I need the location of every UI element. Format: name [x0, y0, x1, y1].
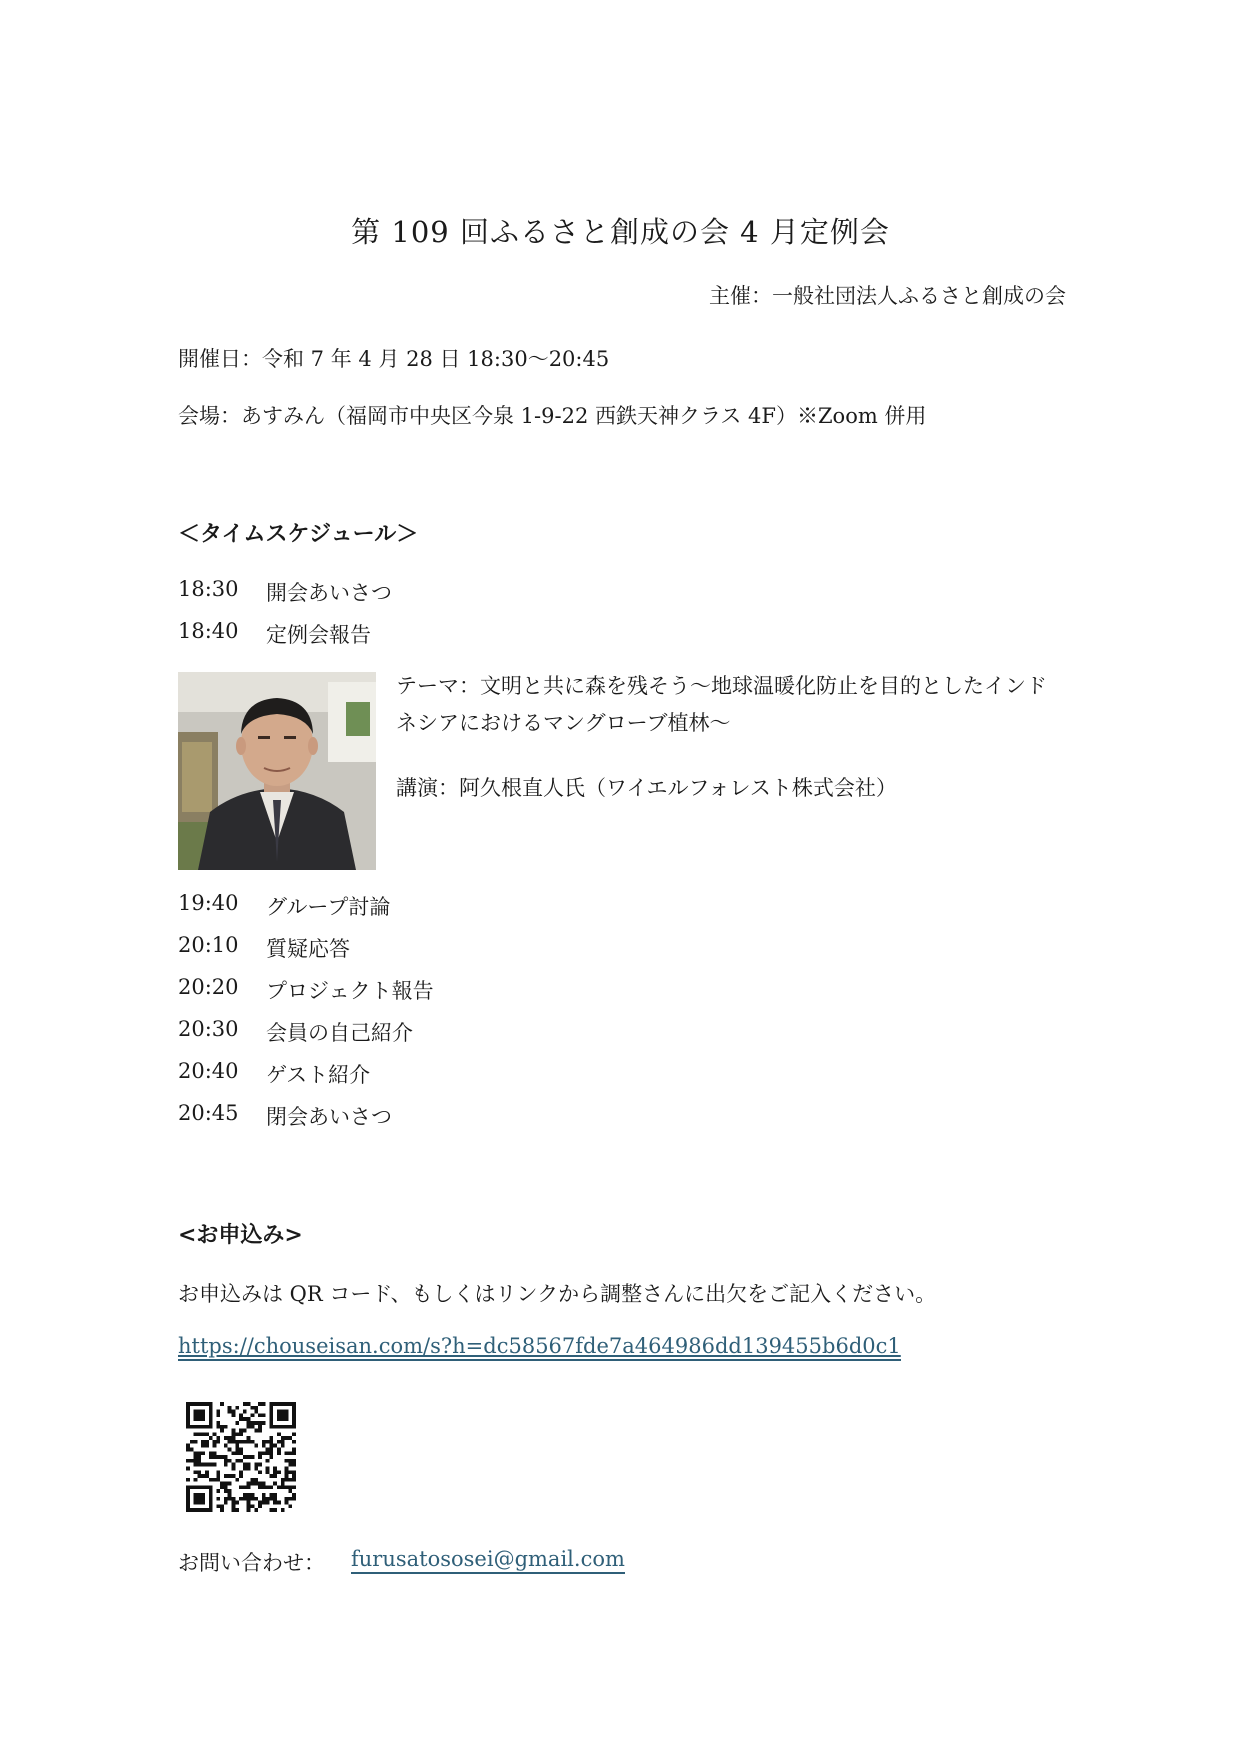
application-link[interactable]: https://chouseisan.com/s?h=dc58567fde7a464986dd139455b6d0c1	[178, 1334, 901, 1361]
qr-code[interactable]	[186, 1402, 296, 1512]
talk-theme: テーマ：文明と共に森を残そう〜地球温暖化防止を目的としたインドネシアにおけるマングローブ植林〜	[396, 674, 1047, 735]
schedule-label: 質疑応答	[266, 937, 350, 961]
talk-speaker: 講演：阿久根直人氏（ワイエルフォレスト株式会社）	[396, 776, 897, 800]
schedule-time: 18:40	[178, 619, 239, 643]
contact-label: お問い合わせ：	[178, 1551, 325, 1575]
schedule-label: 開会あいさつ	[266, 581, 392, 605]
schedule-time: 20:45	[178, 1101, 239, 1125]
schedule-row	[178, 933, 350, 963]
organizer: 主催：一般社団法人ふるさと創成の会	[709, 284, 1066, 308]
schedule-time: 19:40	[178, 891, 239, 915]
schedule-time: 18:30	[178, 577, 239, 601]
schedule-label: ゲスト紹介	[266, 1063, 371, 1087]
schedule-row	[178, 975, 434, 1005]
schedule-row	[178, 1059, 370, 1089]
schedule-label: 会員の自己紹介	[266, 1021, 413, 1045]
application-instruction: お申込みは QR コード、もしくはリンクから調整さんに出欠をご記入ください。	[178, 1282, 937, 1306]
schedule-row	[178, 891, 390, 921]
schedule-time: 20:10	[178, 933, 239, 957]
schedule-label: プロジェクト報告	[266, 979, 434, 1003]
schedule-row	[178, 577, 392, 607]
qr-code-image	[186, 1402, 296, 1512]
schedule-time: 20:20	[178, 975, 239, 999]
schedule-label: 閉会あいさつ	[266, 1105, 392, 1129]
schedule-time: 20:40	[178, 1059, 239, 1083]
schedule-heading: ＜タイムスケジュール＞	[178, 521, 419, 547]
speaker-portrait-image	[178, 672, 376, 870]
application-heading: <お申込み>	[178, 1222, 303, 1248]
contact-email-link[interactable]: furusatososei@gmail.com	[351, 1547, 625, 1574]
event-venue: 会場：あすみん（福岡市中央区今泉 1-9-22 西鉄天神クラス 4F）※Zoom 併用	[178, 404, 927, 428]
schedule-label: グループ討論	[266, 895, 391, 919]
schedule-row	[178, 1017, 413, 1047]
schedule-row	[178, 1101, 392, 1131]
schedule-label: 定例会報告	[266, 623, 371, 647]
schedule-time: 20:30	[178, 1017, 239, 1041]
event-date: 開催日：令和 7 年 4 月 28 日 18:30〜20:45	[178, 347, 610, 371]
schedule-row	[178, 619, 371, 649]
speaker-photo	[178, 672, 376, 870]
page-title: 第 109 回ふるさと創成の会 4 月定例会	[351, 215, 890, 249]
